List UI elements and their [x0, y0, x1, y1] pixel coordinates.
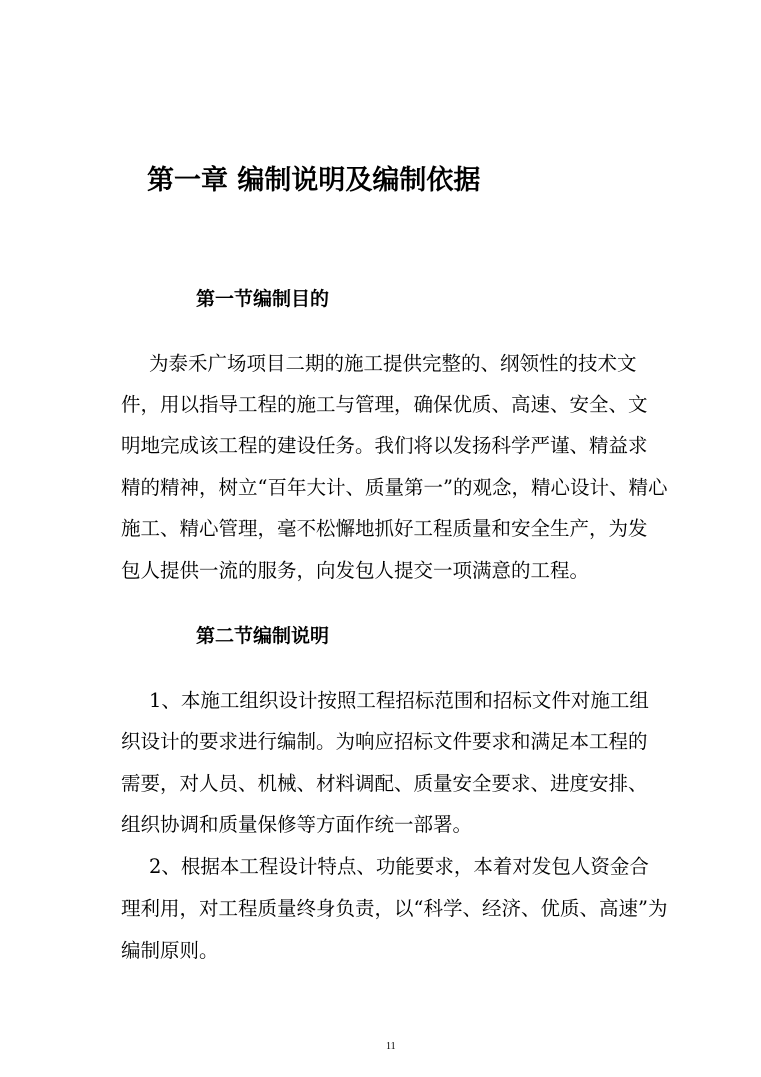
paragraph-line: 2、根据本工程设计特点、功能要求，本着对发包人资金合	[149, 855, 649, 878]
paragraph-line: 明地完成该工程的建设任务。我们将以发扬科学严谨、精益求	[121, 434, 648, 457]
paragraph-line: 施工、精心管理，毫不松懈地抓好工程质量和安全生产，为发	[121, 517, 648, 540]
paragraph-line: 编制原则。	[121, 939, 219, 962]
paragraph-line: 精的精神，树立“百年大计、质量第一”的观念，精心设计、精心	[121, 476, 668, 499]
section-heading-1: 第一节编制目的	[196, 288, 330, 310]
paragraph-line: 理利用，对工程质量终身负责，以“科学、经济、优质、高速”为	[121, 897, 668, 920]
paragraph-line: 需要，对人员、机械、材料调配、质量安全要求、进度安排、	[121, 772, 648, 795]
paragraph-line: 织设计的要求进行编制。为响应招标文件要求和满足本工程的	[121, 730, 648, 753]
page-number: 11	[386, 1041, 396, 1052]
section-heading-2: 第二节编制说明	[196, 625, 330, 647]
paragraph-line: 为泰禾广场项目二期的施工提供完整的、纲领性的技术文	[149, 352, 637, 375]
paragraph-line: 1、本施工组织设计按照工程招标范围和招标文件对施工组	[149, 689, 649, 712]
paragraph-line: 包人提供一流的服务，向发包人提交一项满意的工程。	[121, 559, 590, 582]
paragraph-line: 组织协调和质量保修等方面作统一部署。	[121, 813, 473, 836]
paragraph-line: 件，用以指导工程的施工与管理，确保优质、高速、安全、文	[121, 393, 648, 416]
chapter-title: 第一章 编制说明及编制依据	[147, 165, 481, 196]
